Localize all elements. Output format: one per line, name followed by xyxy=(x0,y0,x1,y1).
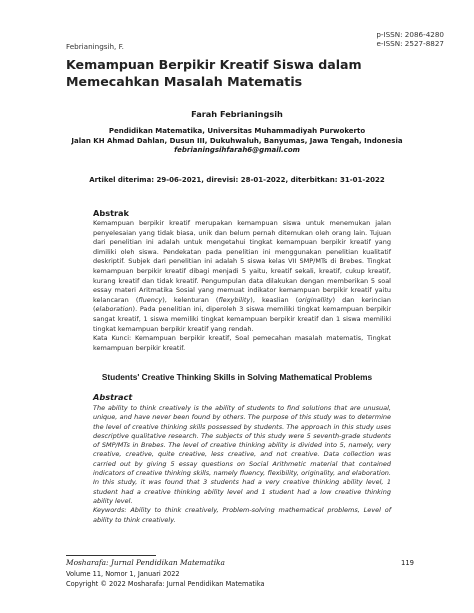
abstrak-paragraph: Kemampuan berpikir kreatif merupakan kemampuan siswa untuk menemukan jalan penyelesaian yang tidak biasa, unik dan belum pernah ditemukan oleh orang lain. Tujuan dari penelitian ini adalah untuk mengetahui tingkat kemampuan berpikir kreatif yang dimiliki oleh siswa. Pendekatan pada penelitian ini menggunakan penelitian kualitatif deskriptif. Subjek dari penelitian ini adalah 5 siswa kelas VII SMP/MTs di Brebes. Tingkat kemampuan berpikir kreatif dibagi menjadi 5 yaitu, kreatif sekali, kreatif, cukup kreatif, kurang kreatif dan tidak kreatif. Pengumpulan data dilakukan dengan memberikan 5 soal essay materi Aritmatika Sosial yang memuat indikator kemampuan berpikir kreatif yaitu kelancaran (fluency), kelenturan (flexybility), keaslian (originallity) dan kerincian (elaboration). Pada penelitian ini, diperoleh 3 siswa memiliki tingkat kemampuan berpikir sangat kreatif, 1 siswa memiliki tingkat kemampuan berpikir kreatif dan 1 siswa memiliki tingkat kemampuan berpikir kreatif yang rendah. xyxy=(93,219,392,333)
author-email[interactable]: febrianingsihfarah6@gmail.com xyxy=(174,146,300,154)
journal-name: Mosharafa: Jurnal Pendidikan Matematika xyxy=(66,558,225,567)
english-title: Students' Creative Thinking Skills in Solving Mathematical Problems xyxy=(101,372,373,382)
running-author: Febrianingsih, F. xyxy=(66,42,124,51)
abstrak-heading: Abstrak xyxy=(93,208,129,218)
article-dates: Artikel diterima: 29-06-2021, direvisi: 28-01-2022, diterbitkan: 31-01-2022 xyxy=(89,176,385,184)
pissn: p-ISSN: 2086-4280 xyxy=(376,30,444,39)
institution: Pendidikan Matematika, Universitas Muhammadiyah Purwokerto xyxy=(108,127,366,135)
article-title: Kemampuan Berpikir Kreatif Siswa dalam Memecahkan Masalah Matematis xyxy=(66,57,362,89)
page-number: 119 xyxy=(401,559,414,567)
issn-block xyxy=(376,30,444,48)
kata-kunci: Kata Kunci: Kemampuan berpikir kreatif, Soal pemecahan masalah matematis, Tingkat kemampuan berpikir kreatif. xyxy=(93,334,391,352)
affiliation xyxy=(0,127,474,156)
volume-info: Volume 11, Nomor 1, Januari 2022 xyxy=(66,570,180,578)
eissn: e-ISSN: 2527-8827 xyxy=(376,39,444,48)
keywords: Keywords: Ability to think creatively, Problem-solving mathematical problems, Level of ability to think creatively. xyxy=(93,506,391,524)
author-name: Farah Febrianingsih xyxy=(191,109,283,119)
abstrak-body xyxy=(93,219,391,353)
address: Jalan KH Ahmad Dahlan, Dusun III, Dukuhwaluh, Banyumas, Jawa Tengah, Indonesia xyxy=(71,136,403,145)
copyright: Copyright © 2022 Mosharafa: Jurnal Pendidikan Matematika xyxy=(66,580,265,588)
abstract-heading: Abstract xyxy=(93,392,133,402)
footer-rule xyxy=(66,555,156,556)
abstract-paragraph: The ability to think creatively is the ability of students to find solutions that are unusual, unique, and have never been found by others. The purpose of this study was to determine the level of creative thinking skills possessed by students. The approach in this study uses descriptive qualitative research. The subjects of this study were 5 seventh-grade students of SMP/MTs in Brebes. The level of creative thinking ability is divided into 5, namely, very creative, creative, quite creative, less creative, and not creative. Data collection was carried out by giving 5 essay questions on Social Arithmetic material that contained indicators of creative thinking skills, namely fluency, flexibility, originality, and elaboration. In this study, it was found that 3 students had a very creative thinking ability level, 1 student had a creative thinking ability level and 1 student had a low creative thinking ability level. xyxy=(93,404,391,505)
abstract-body xyxy=(93,404,391,525)
